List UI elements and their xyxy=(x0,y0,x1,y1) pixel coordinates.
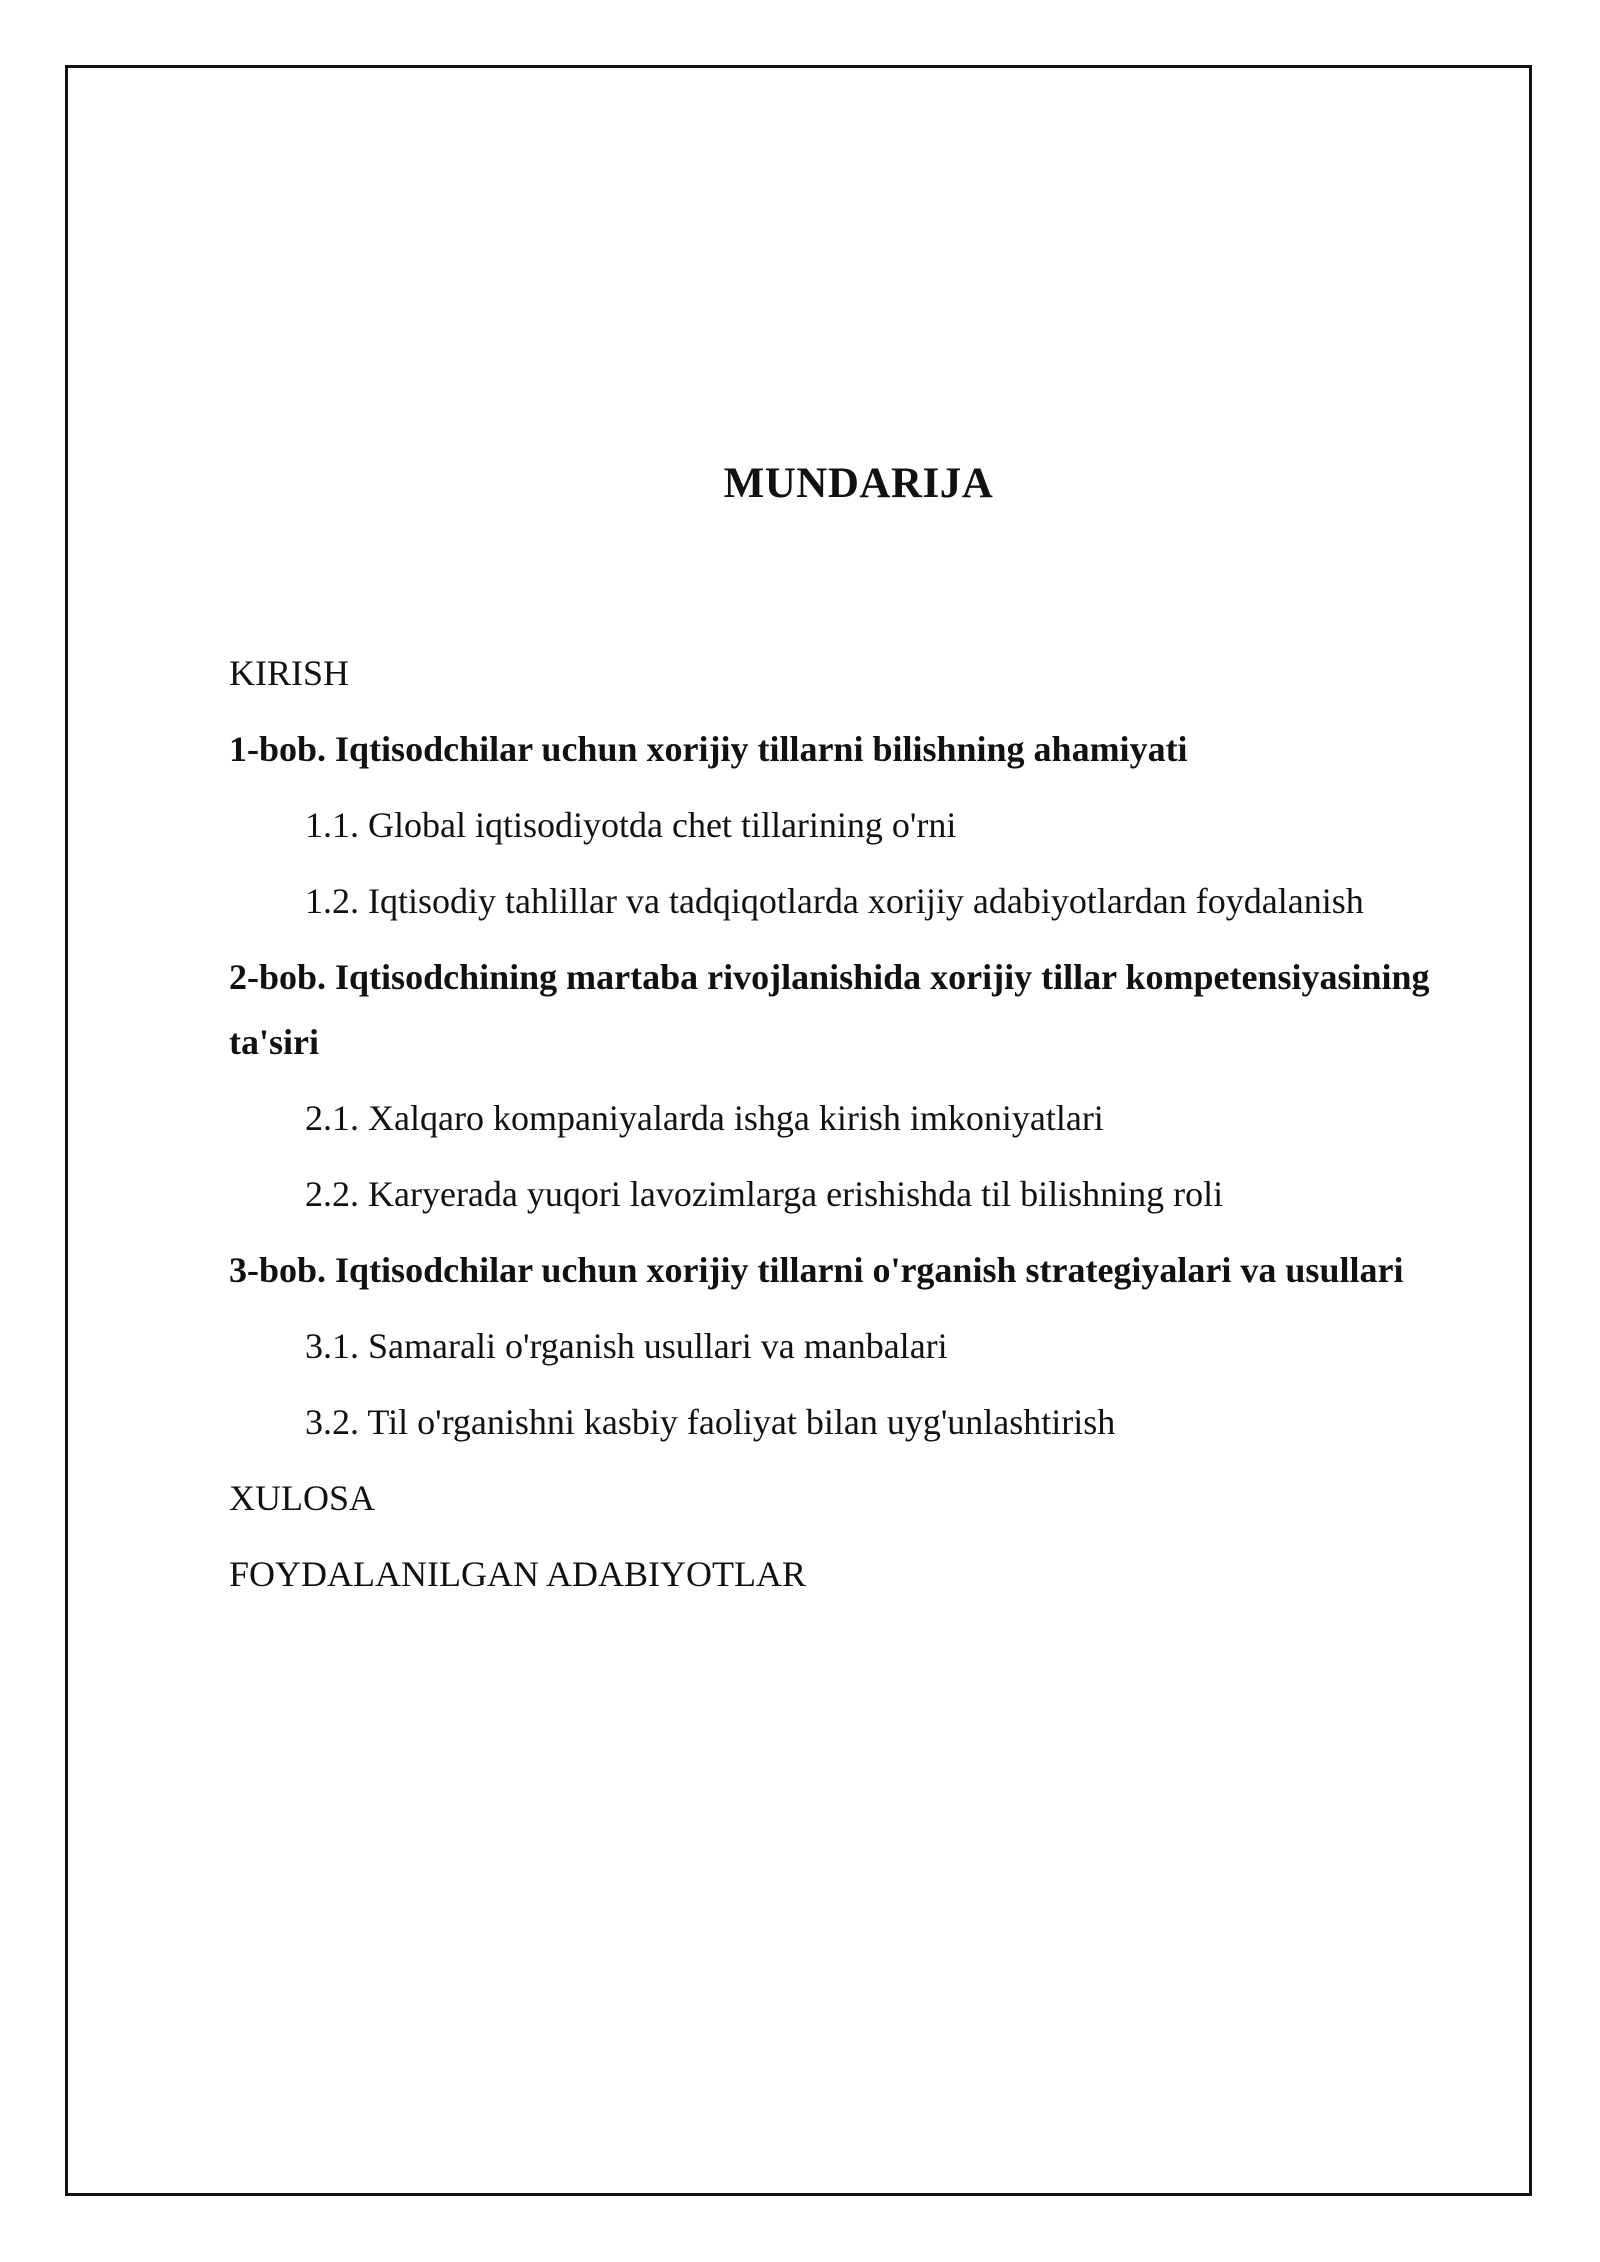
toc-section-3-2: 3.2. Til o'rganishni kasbiy faoliyat bilan uyg'unlashtirish xyxy=(305,1402,1116,1442)
toc-section-3-1: 3.1. Samarali o'rganish usullari va manbalari xyxy=(305,1326,948,1366)
toc-entry-conclusion: XULOSA xyxy=(229,1478,376,1518)
toc-section-2-2: 2.2. Karyerada yuqori lavozimlarga erishishda til bilishning roli xyxy=(305,1174,1224,1214)
toc-section-2-1: 2.1. Xalqaro kompaniyalarda ishga kirish imkoniyatlari xyxy=(305,1098,1104,1138)
toc-entry-references: FOYDALANILGAN ADABIYOTLAR xyxy=(229,1554,806,1594)
table-of-contents xyxy=(229,641,1509,1618)
toc-entry-introduction: KIRISH xyxy=(229,653,350,693)
toc-chapter-1: 1-bob. Iqtisodchilar uchun xorijiy tillarni bilishning ahamiyati xyxy=(229,729,1188,769)
page-title: MUNDARIJA xyxy=(723,460,994,507)
toc-section-1-1: 1.1. Global iqtisodiyotda chet tillarining o'rni xyxy=(305,805,957,845)
toc-section-1-2: 1.2. Iqtisodiy tahlillar va tadqiqotlarda xorijiy adabiyotlardan foydalanish xyxy=(305,881,1364,921)
toc-chapter-3: 3-bob. Iqtisodchilar uchun xorijiy tillarni o'rganish strategiyalari va usullari xyxy=(229,1250,1404,1290)
toc-chapter-2: 2-bob. Iqtisodchining martaba rivojlanishida xorijiy tillar kompetensiyasining ta'siri xyxy=(229,957,1430,1062)
